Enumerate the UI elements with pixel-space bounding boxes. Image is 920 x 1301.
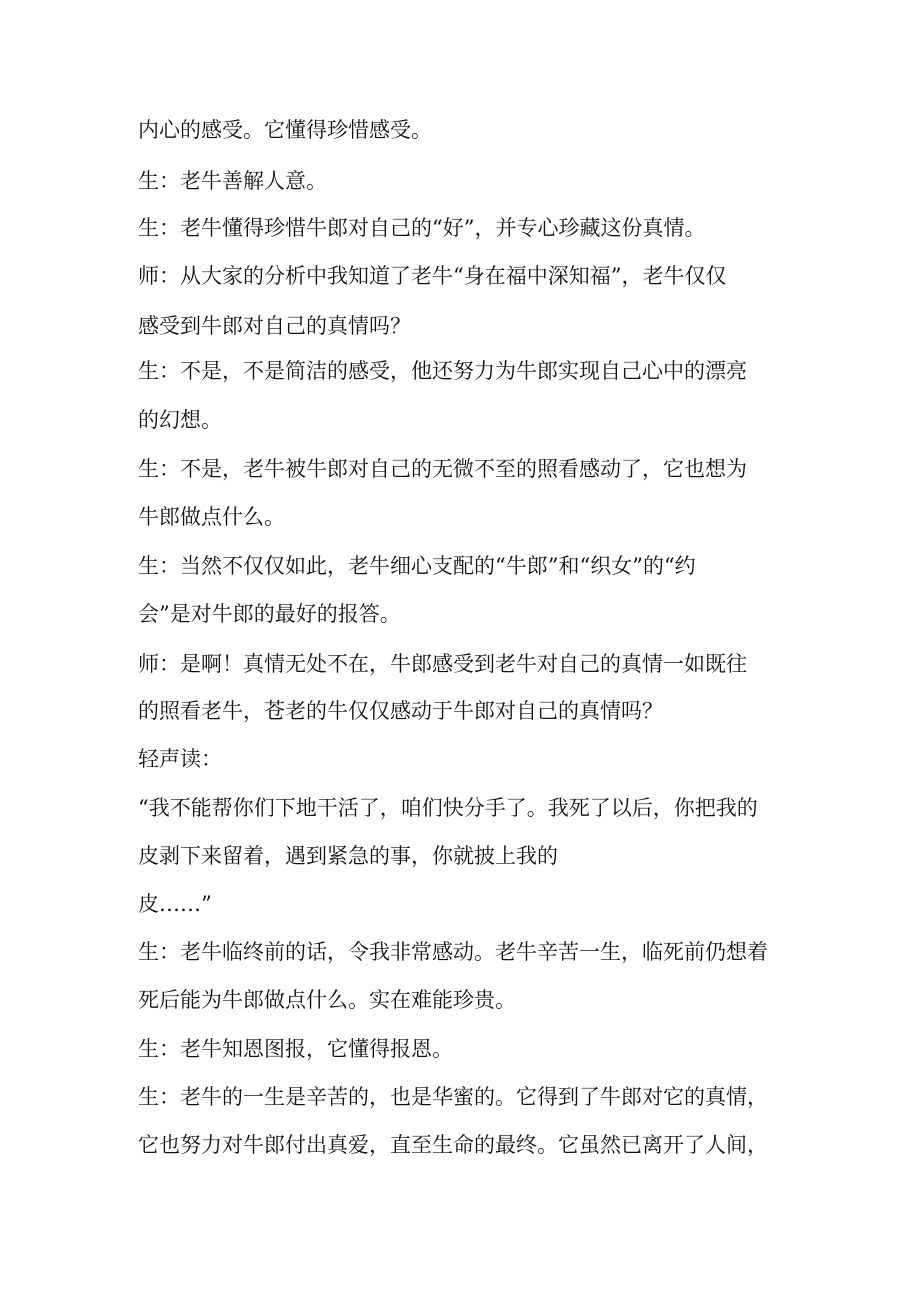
text-line: 会”是对牛郎的最好的报答。 — [138, 602, 401, 626]
text-line: 生：不是，老牛被牛郎对自己的无微不至的照看感动了，它也想为 — [138, 457, 747, 481]
text-line: 轻声读： — [138, 747, 222, 771]
text-line: 牛郎做点什么。 — [138, 505, 285, 529]
text-line: 生：老牛懂得珍惜牛郎对自己的“好”，并专心珍藏这份真情。 — [138, 216, 706, 240]
text-line: 生：老牛的一生是辛苦的，也是华蜜的。它得到了牛郎对它的真情， — [138, 1085, 768, 1109]
text-line: 生：老牛临终前的话，令我非常感动。老牛辛苦一生，临死前仍想着 — [138, 940, 768, 964]
text-line: 它也努力对牛郎付出真爱，直至生命的最终。它虽然已离开了人间， — [138, 1133, 768, 1157]
text-line: 师：从大家的分析中我知道了老牛“身在福中深知福”，老牛仅仅 — [138, 264, 727, 288]
text-line: 的照看老牛，苍老的牛仅仅感动于牛郎对自己的真情吗？ — [138, 699, 663, 723]
text-line: 死后能为牛郎做点什么。实在难能珍贵。 — [138, 988, 516, 1012]
text-line: 皮……” — [138, 892, 212, 916]
text-line: 生：老牛知恩图报，它懂得报恩。 — [138, 1037, 453, 1061]
text-line: 感受到牛郎对自己的真情吗？ — [138, 314, 411, 338]
text-line: 生：不是，不是简洁的感受，他还努力为牛郎实现自己心中的漂亮 — [138, 359, 747, 383]
text-line: 的幻想。 — [138, 408, 222, 432]
text-line: 生：当然不仅仅如此，老牛细心支配的“牛郎”和“织女”的“约 — [138, 554, 696, 578]
text-line: “我不能帮你们下地干活了，咱们快分手了。我死了以后，你把我的 — [138, 796, 758, 820]
text-line: 生：老牛善解人意。 — [138, 169, 327, 193]
text-line: 师：是啊！真情无处不在，牛郎感受到老牛对自己的真情一如既往 — [138, 652, 747, 676]
text-line: 皮剥下来留着，遇到紧急的事，你就披上我的 — [138, 844, 558, 868]
text-line: 内心的感受。它懂得珍惜感受。 — [138, 118, 432, 142]
